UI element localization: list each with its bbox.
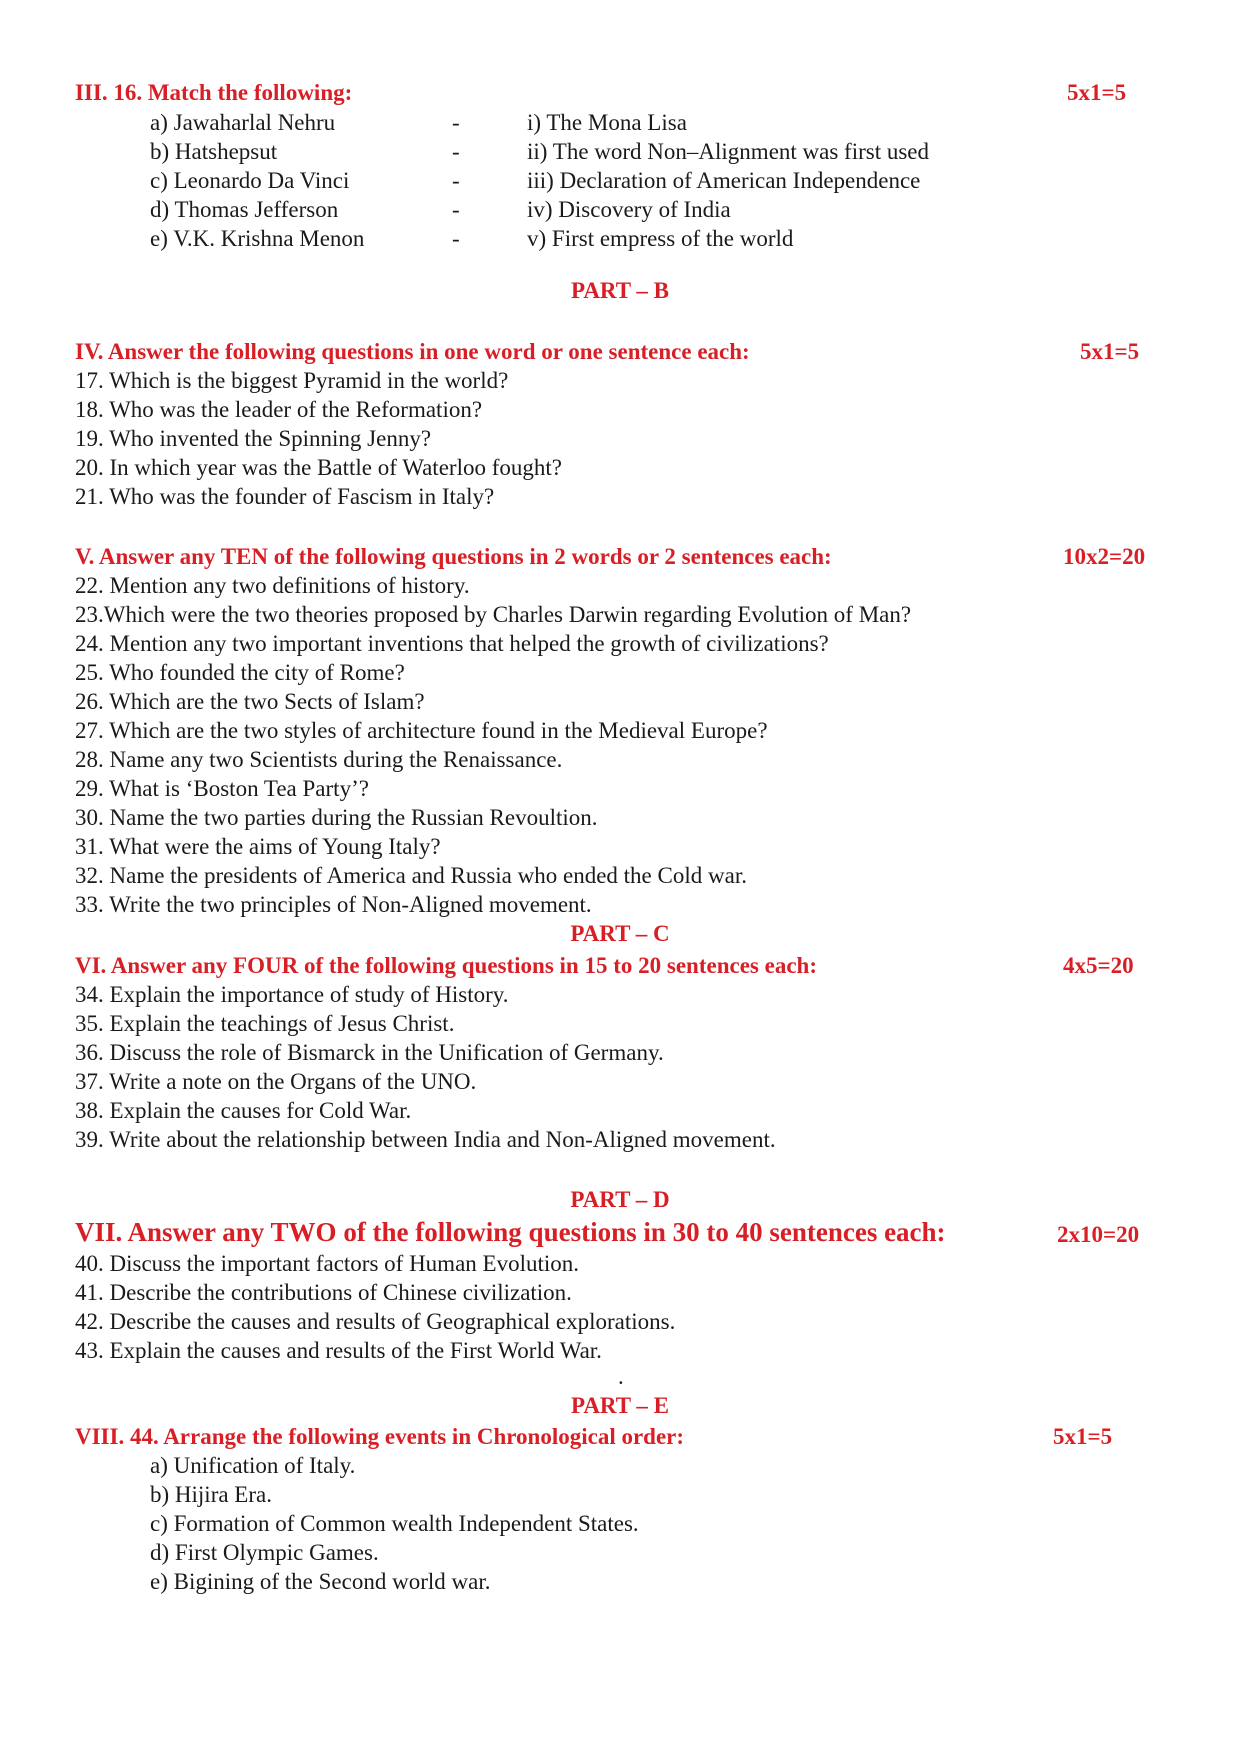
match-dash: - [452,226,460,251]
chronology-item: a) Unification of Italy. [150,1453,356,1478]
question-item: 37. Write a note on the Organs of the UNO. [75,1069,477,1094]
match-left-item: b) Hatshepsut [150,139,278,164]
section-4-questions [75,366,562,511]
question-item: 20. In which year was the Battle of Waterloo fought? [75,455,562,480]
stray-dot: . [618,1364,624,1389]
question-item: 27. Which are the two styles of architecture found in the Medieval Europe? [75,718,768,743]
section-8-items [150,1451,639,1596]
match-left-item: a) Jawaharlal Nehru [150,110,336,135]
question-item: 31. What were the aims of Young Italy? [75,834,441,859]
section-3-title: III. 16. Match the following: [75,80,353,105]
match-right-item: iii) Declaration of American Independence [527,168,921,193]
chronology-item: d) First Olympic Games. [150,1540,379,1565]
question-item: 32. Name the presidents of America and Russia who ended the Cold war. [75,863,747,888]
question-item: 22. Mention any two definitions of history. [75,573,470,598]
question-item: 23.Which were the two theories proposed by Charles Darwin regarding Evolution of Man? [75,602,912,627]
chronology-item: e) Bigining of the Second world war. [150,1569,491,1594]
part-b-heading: PART – B [570,278,670,303]
question-item: 19. Who invented the Spinning Jenny? [75,426,432,451]
match-right-item: ii) The word Non–Alignment was first used [527,139,930,164]
match-left-item: c) Leonardo Da Vinci [150,168,350,193]
match-right-item: iv) Discovery of India [527,197,731,222]
chronology-item: c) Formation of Common wealth Independent States. [150,1511,639,1536]
question-item: 28. Name any two Scientists during the Renaissance. [75,747,563,772]
section-8-marks: 5x1=5 [1053,1424,1113,1449]
question-item: 34. Explain the importance of study of History. [75,982,509,1007]
question-item: 33. Write the two principles of Non-Aligned movement. [75,892,592,917]
section-5-questions [75,571,911,919]
part-c-heading: PART – C [570,921,670,946]
section-5-title: V. Answer any TEN of the following questions in 2 words or 2 sentences each: [75,544,832,569]
match-left-item: d) Thomas Jefferson [150,197,339,222]
question-item: 36. Discuss the role of Bismarck in the Unification of Germany. [75,1040,664,1065]
question-item: 42. Describe the causes and results of Geographical explorations. [75,1309,676,1334]
section-6-title: VI. Answer any FOUR of the following questions in 15 to 20 sentences each: [75,953,817,978]
match-dash: - [452,197,460,222]
question-item: 38. Explain the causes for Cold War. [75,1098,412,1123]
match-left-item: e) V.K. Krishna Menon [150,226,365,251]
part-e-heading: PART – E [570,1393,670,1418]
section-8-title: VIII. 44. Arrange the following events in Chronological order: [75,1424,685,1449]
match-right-item: v) First empress of the world [527,226,794,251]
section-5-marks: 10x2=20 [1063,544,1146,569]
section-7-marks: 2x10=20 [1057,1222,1140,1247]
question-item: 30. Name the two parties during the Russian Revoultion. [75,805,598,830]
section-4-marks: 5x1=5 [1080,339,1140,364]
question-item: 39. Write about the relationship between India and Non-Aligned movement. [75,1127,776,1152]
question-item: 18. Who was the leader of the Reformation? [75,397,483,422]
section-7-questions [75,1249,675,1365]
question-item: 24. Mention any two important inventions that helped the growth of civilizations? [75,631,829,656]
match-dash: - [452,139,460,164]
question-item: 17. Which is the biggest Pyramid in the world? [75,368,509,393]
match-right-column [527,108,929,253]
section-3-marks: 5x1=5 [1067,80,1127,105]
chronology-item: b) Hijira Era. [150,1482,272,1507]
question-item: 26. Which are the two Sects of Islam? [75,689,425,714]
section-6-questions [75,980,776,1154]
match-left-column [150,108,364,253]
question-item: 21. Who was the founder of Fascism in Italy? [75,484,495,509]
question-item: 40. Discuss the important factors of Human Evolution. [75,1251,580,1276]
match-dash: - [452,168,460,193]
section-7-title: VII. Answer any TWO of the following questions in 30 to 40 sentences each: [75,1217,946,1247]
question-item: 25. Who founded the city of Rome? [75,660,405,685]
question-item: 35. Explain the teachings of Jesus Christ. [75,1011,455,1036]
section-6-marks: 4x5=20 [1063,953,1134,978]
question-item: 43. Explain the causes and results of the First World War. [75,1338,602,1363]
match-right-item: i) The Mona Lisa [527,110,687,135]
question-item: 41. Describe the contributions of Chinese civilization. [75,1280,572,1305]
part-d-heading: PART – D [570,1187,670,1212]
match-dash: - [452,110,460,135]
question-item: 29. What is ‘Boston Tea Party’? [75,776,369,801]
match-dash-column [452,108,460,253]
section-4-title: IV. Answer the following questions in one word or one sentence each: [75,339,750,364]
